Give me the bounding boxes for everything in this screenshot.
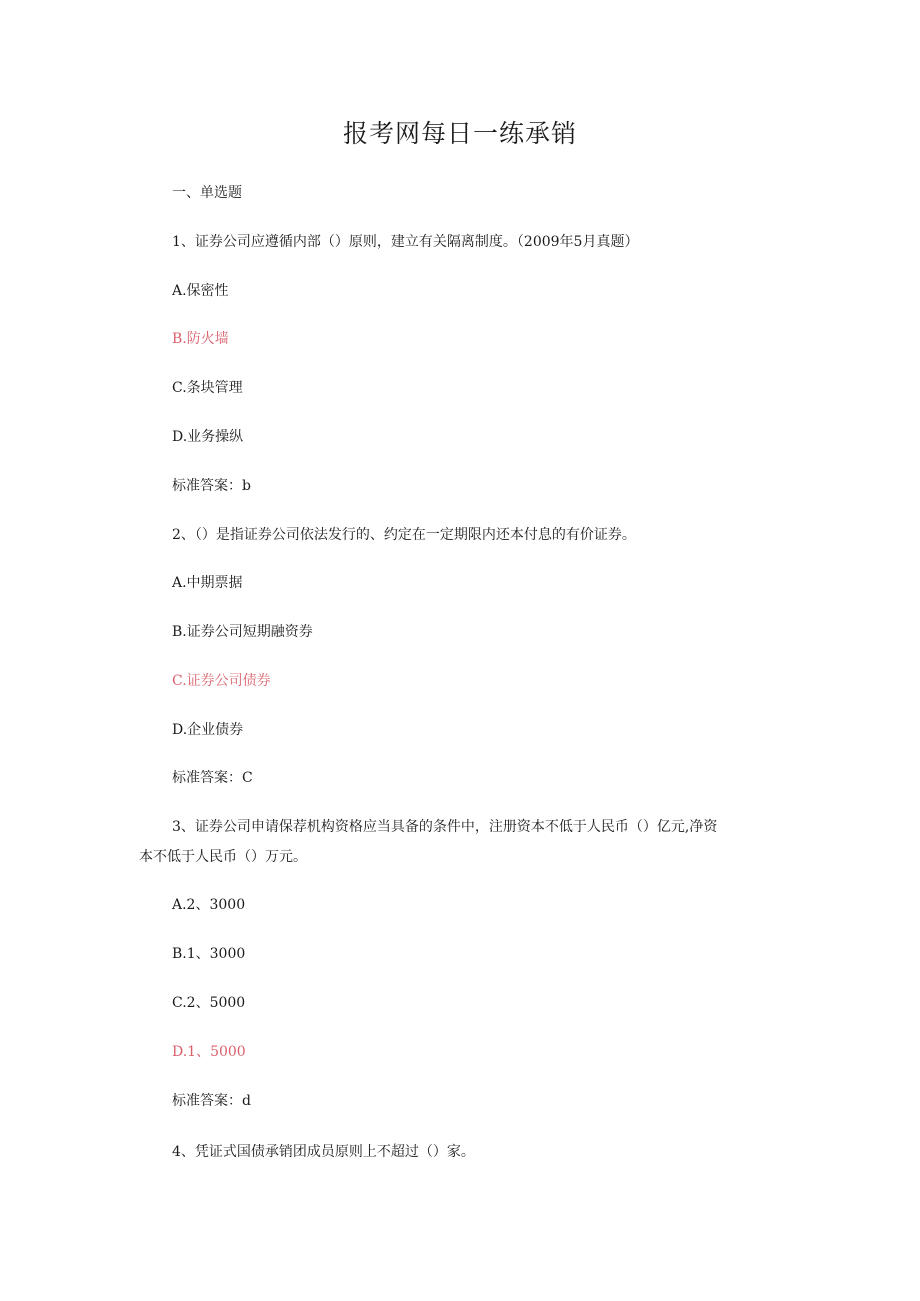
question-2-option-a: A.中期票据: [172, 575, 243, 591]
question-3-option-d: D.1、5000: [172, 1044, 246, 1060]
question-3-stem-line-1: 3、证券公司申请保荐机构资格应当具备的条件中，注册资本不低于人民币（）亿元,净资: [172, 819, 718, 835]
question-1-option-c: C.条块管理: [172, 380, 243, 396]
question-3-option-c: C.2、5000: [172, 995, 246, 1011]
question-1-option-b: B.防火墙: [172, 331, 229, 347]
question-2-option-d: D.企业债券: [172, 722, 244, 738]
question-1-answer: 标准答案：b: [172, 478, 251, 494]
question-1-option-a: A.保密性: [172, 283, 229, 299]
question-3-stem-line-2: 本不低于人民币（）万元。: [139, 849, 307, 865]
question-1-option-d: D.业务操纵: [172, 429, 244, 445]
question-2-answer: 标准答案：C: [172, 770, 253, 786]
question-4-stem: 4、凭证式国债承销团成员原则上不超过（）家。: [172, 1144, 475, 1160]
question-2-option-c: C.证券公司债券: [172, 673, 271, 689]
question-2-stem: 2、（）是指证券公司依法发行的、约定在一定期限内还本付息的有价证券。: [172, 527, 636, 543]
question-3-answer: 标准答案：d: [172, 1093, 251, 1109]
question-3-option-b: B.1、3000: [172, 946, 246, 962]
question-2-option-b: B.证券公司短期融资券: [172, 624, 313, 640]
page-title: 报考网每日一练承销: [342, 119, 577, 148]
section-heading: 一、单选题: [172, 185, 242, 201]
question-3-option-a: A.2、3000: [172, 897, 246, 913]
question-1-stem: 1、证券公司应遵循内部（）原则，建立有关隔离制度。（2009年5月真题）: [172, 234, 639, 250]
